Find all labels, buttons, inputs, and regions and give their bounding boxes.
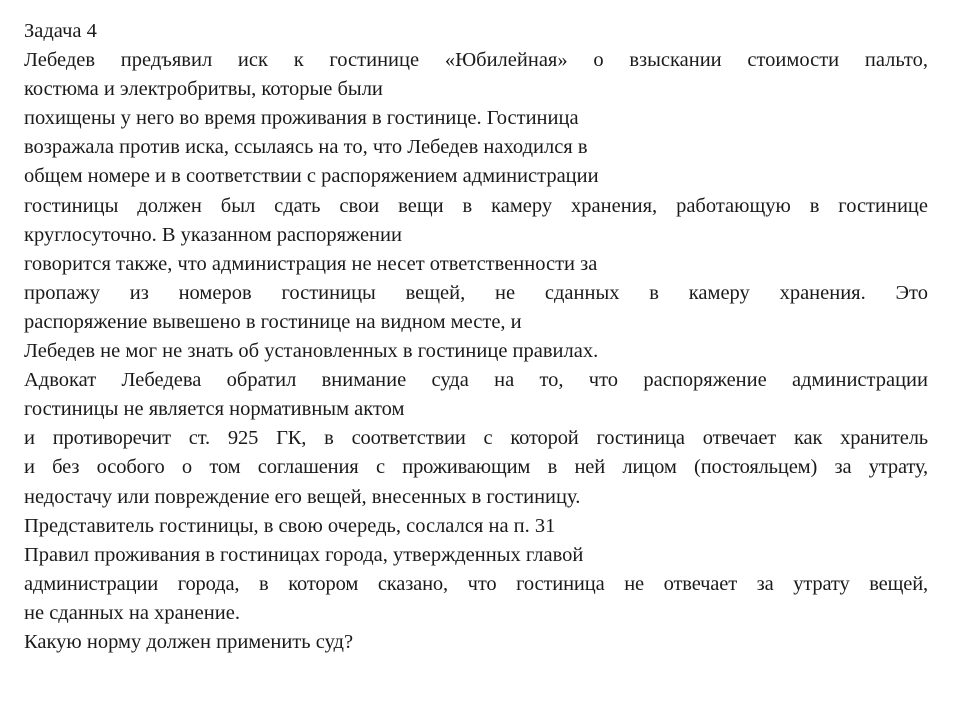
text-line: похищены у него во время проживания в гостинице. Гостиница [24, 107, 579, 130]
text-line: недостачу или повреждение его вещей, внесенных в гостиницу. [24, 485, 581, 508]
text-line: Лебедев предъявил иск к гостинице «Юбилейная» о взыскании стоимости пальто, [24, 49, 928, 72]
text-line: распоряжение вывешено в гостинице на видном месте, и [24, 310, 522, 333]
task-question: Какую норму должен применить суд? [24, 630, 354, 653]
text-line: пропажу из номеров гостиницы вещей, не сданных в камеру хранения. Это [24, 281, 928, 304]
text-line: костюма и электробритвы, которые были [24, 78, 383, 101]
text-line: не сданных на хранение. [24, 601, 240, 624]
text-line: гостиницы должен был сдать свои вещи в камеру хранения, работающую в гостинице [24, 194, 928, 217]
text-line: общем номере и в соответствии с распоряжением администрации [24, 165, 599, 188]
task-title: Задача 4 [24, 20, 97, 42]
text-line: и без особого о том соглашения с проживающим в ней лицом (постояльцем) за утрату, [24, 456, 928, 479]
text-line: говорится также, что администрация не несет ответственности за [24, 252, 598, 275]
text-line: Представитель гостиницы, в свою очередь, сослался на п. 31 [24, 514, 556, 537]
text-line: возражала против иска, ссылаясь на то, что Лебедев находился в [24, 136, 588, 159]
text-line: Лебедев не мог не знать об установленных в гостинице правилах. [24, 340, 599, 363]
text-line: администрации города, в котором сказано, что гостиница не отвечает за утрату вещей, [24, 572, 928, 595]
text-line: и противоречит ст. 925 ГК, в соответствии с которой гостиница отвечает как хранитель [24, 427, 928, 450]
text-line: Адвокат Лебедева обратил внимание суда на то, что распоряжение администрации [24, 369, 928, 392]
text-line: гостиницы не является нормативным актом [24, 398, 405, 421]
task-text [24, 17, 928, 657]
text-line: Правил проживания в гостиницах города, утвержденных главой [24, 543, 584, 566]
text-line: круглосуточно. В указанном распоряжении [24, 223, 402, 246]
